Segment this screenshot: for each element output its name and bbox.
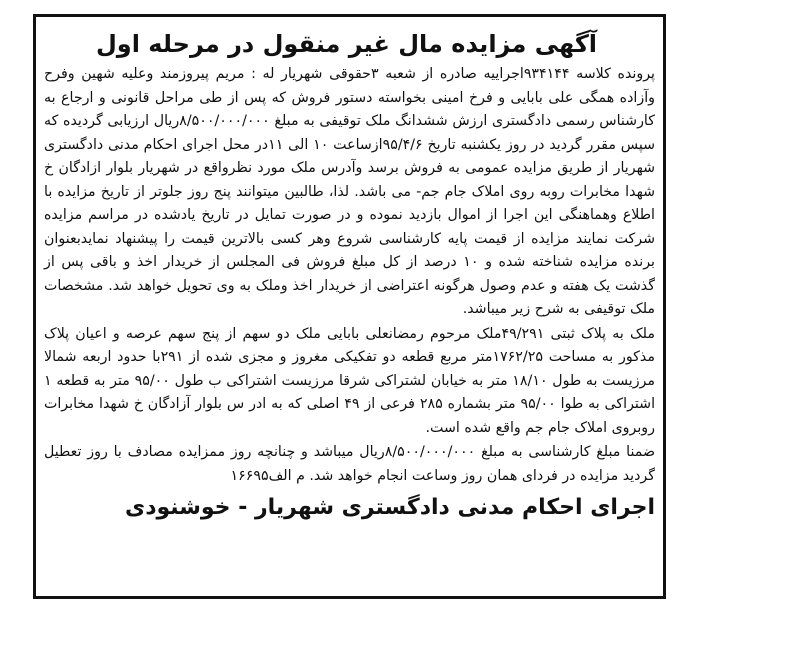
notice-content — [44, 25, 655, 588]
notice-paragraph-case-details: پرونده کلاسه ۹۳۴۱۴۴اجراییه صادره از شعبه ۳حقوقی شهریار له : مریم پیروزمند وعلیه شهین وفرح وآزاده همگی علی بابایی و فرخ امینی بخواسته دستور فروش که پس از طی مراحل قانونی و ارجاع به کارشناس رسمی دادگستری ارزش ششدانگ ملک توقیفی به مبلغ ۸/۵۰۰/۰۰۰/۰۰۰ریال ارزیابی گردیده که سپس مقرر گردید در روز یکشنبه تاریخ ۹۵/۴/۶ازساعت ۱۰ الی ۱۱در محل اجرای احکام مدنی دادگستری شهریار از طریق مزایده عمومی به فروش برسد وآدرس ملک مورد نظرواقع در شهریار بلوار ازادگان خ شهدا مخابرات روبه روی املاک جام جم- می باشد. لذا، طالبین میتوانند پنج روز جلوتر از تاریخ مزایده با اطلاع وهماهنگی این اجرا از اموال بازدید نموده و در صورت تمایل در تاریخ یادشده در مراسم مزایده شرکت نمایند مزایده از قیمت پایه کارشناسی شروع وهر کسی بالاترین قیمت را پیشنهاد نمایدبعنوان برنده مزایده شناخته شده و ۱۰ درصد از کل مبلغ فروش فی المجلس از خریدار اخذ و باقی پس از گذشت یک هفته و عدم وصول هرگونه اعتراضی از خریدار اخذ وملک به وی تحویل خواهد شد. مشخصات ملک توقیفی به شرح زیر میباشد. — [44, 66, 656, 317]
notice-signature: اجرای احکام مدنی دادگستری شهریار - خوشنودی — [125, 495, 655, 520]
notice-paragraph-property-specs: ملک به پلاک ثبتی ۴۹/۲۹۱ملک مرحوم رمضانعلی بابایی ملک دو سهم از پنج سهم عرصه و اعیان پلاک مذکور به مساحت ۱۷۶۲/۲۵متر مربع قطعه دو تفکیکی مغروز و مجزی شده از ۲۹۱با حدود اربعه شمالا مرزیست به طول ۱۸/۱۰ متر به خیابان لشتراکی شرقا مرزیست اشتراکی ب طول ۹۵/۰۰ متر به قطعه ۱ اشتراکی به طوا ۹۵/۰۰ متر بشماره ۲۸۵ فرعی از ۴۹ اصلی که به ادر س بلوار آزادگان خ شهدا مخابرات روبروی املاک جام جم واقع شده است. — [44, 325, 656, 436]
notice-paragraph-price-note: ضمنا مبلغ کارشناسی به مبلغ ۸/۵۰۰/۰۰۰/۰۰۰ریال میباشد و چنانچه روز ممزایده مصادف با روز تعطیل گردید مزایده در فردای همان روز وساعت انجام خواهد شد. م الف۱۶۶۹۵ — [44, 444, 655, 484]
notice-title: آگهی مزایده مال غیر منقول در مرحله اول — [95, 30, 597, 58]
auction-notice — [33, 14, 666, 599]
notice-body — [44, 63, 655, 488]
